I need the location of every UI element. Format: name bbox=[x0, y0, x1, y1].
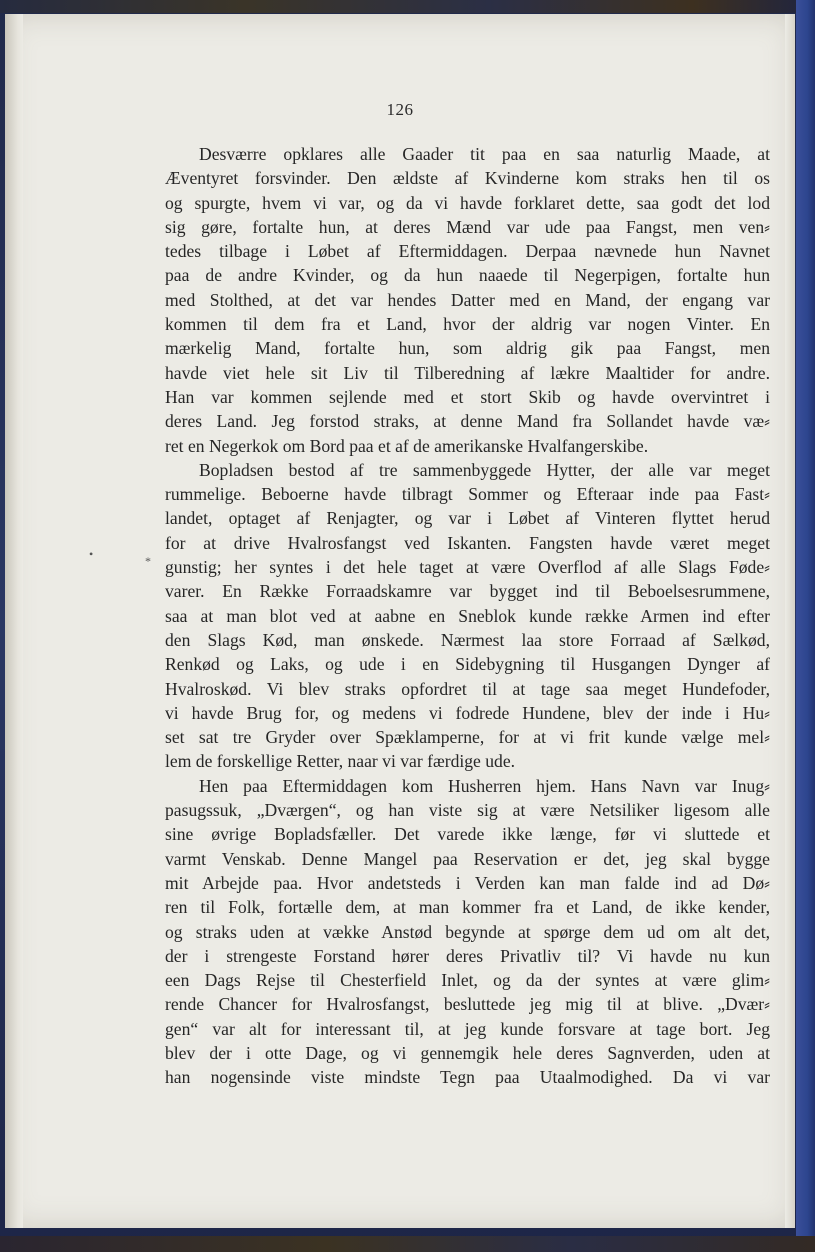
text-line: deres Land. Jeg forstod straks, at denne Mand fra Sollandet havde væ⸗ bbox=[165, 411, 770, 432]
text-line: gen“ var alt for interessant til, at jeg kunde forsvare at tage bort. Jeg bbox=[165, 1018, 770, 1039]
text-line: Æventyret forsvinder. Den ældste af Kvinderne kom straks hen til os bbox=[165, 168, 770, 189]
text-line: der i strengeste Forstand hører deres Privatliv til? Vi havde nu kun bbox=[165, 945, 770, 966]
text-line: tedes tilbage i Løbet af Eftermiddagen. Derpaa nævnede hun Navnet bbox=[165, 241, 770, 262]
text-line: sig gøre, fortalte hun, at deres Mænd var ude paa Fangst, men ven⸗ bbox=[165, 216, 770, 237]
text-line: rende Chancer for Hvalrosfangst, besluttede jeg mig til at blive. „Dvær⸗ bbox=[165, 994, 770, 1015]
text-line: lem de forskellige Retter, naar vi var færdige ude. bbox=[165, 751, 516, 772]
text-line: og straks uden at vække Anstød begynde at spørge dem ud om alt det, bbox=[165, 921, 770, 942]
text-line: paa de andre Kvinder, og da hun naaede til Negerpigen, fortalte hun bbox=[165, 265, 770, 286]
text-line: Desværre opklares alle Gaader tit paa en saa naturlig Maade, at bbox=[199, 144, 770, 164]
text-line: for at drive Hvalrosfangst ved Iskanten. Fangsten havde været meget bbox=[165, 532, 770, 553]
text-line: vi havde Brug for, og medens vi fodrede Hundene, blev der inde i Hu⸗ bbox=[165, 702, 770, 723]
page-number: 126 bbox=[386, 100, 414, 119]
paragraph bbox=[165, 142, 770, 458]
text-line: den Slags Kød, man ønskede. Nærmest laa store Forraad af Sælkød, bbox=[165, 629, 770, 650]
text-line: landet, optaget af Renjagter, og var i Løbet af Vinteren flyttet herud bbox=[165, 508, 770, 529]
text-line: blev der i otte Dage, og vi gennemgik hele deres Sagnverden, uden at bbox=[165, 1042, 770, 1063]
text-line: ren til Folk, fortælle dem, at man kommer fra et Land, de ikke kender, bbox=[165, 897, 770, 918]
paragraph bbox=[165, 774, 770, 1090]
text-line: ret en Negerkok om Bord paa et af de amerikanske Hvalfangerskibe. bbox=[165, 435, 649, 456]
text-line: kommen til dem fra et Land, hvor der aldrig var nogen Vinter. En bbox=[165, 314, 770, 335]
text-line: gunstig; her syntes i det hele taget at være Overflod af alle Slags Føde⸗ bbox=[165, 557, 770, 578]
book-cover-edge bbox=[796, 0, 815, 1252]
text-line: mit Arbejde paa. Hvor andetsteds i Verden kan man falde ind ad Dø⸗ bbox=[165, 872, 770, 893]
text-line: mærkelig Mand, fortalte hun, som aldrig gik paa Fangst, men bbox=[165, 338, 770, 359]
text-line: Hvalroskød. Vi blev straks opfordret til at tage saa meget Hundefoder, bbox=[165, 678, 770, 699]
text-line: varmt Venskab. Denne Mangel paa Reservation er det, jeg skal bygge bbox=[165, 848, 770, 869]
text-line: saa at man blot ved at aabne en Sneblok kunde række Armen ind efter bbox=[165, 605, 770, 626]
margin-speck: • bbox=[89, 547, 94, 561]
text-line: varer. En Række Forraadskamre var bygget ind til Beboelsesrummene, bbox=[165, 581, 770, 602]
text-line: een Dags Rejse til Chesterfield Inlet, og da der syntes at være glim⸗ bbox=[165, 970, 770, 991]
text-line: rummelige. Beboerne havde tilbragt Sommer og Efteraar inde paa Fast⸗ bbox=[165, 484, 770, 505]
top-binding-edge bbox=[0, 0, 815, 13]
text-line: pasugssuk, „Dværgen“, og han viste sig at være Netsiliker ligesom alle bbox=[165, 800, 770, 821]
page-edge-shadow bbox=[785, 14, 795, 1228]
text-line: og spurgte, hvem vi var, og da vi havde forklaret dette, saa godt det lod bbox=[165, 192, 770, 213]
text-line: Hen paa Eftermiddagen kom Husherren hjem. Hans Navn var Inug⸗ bbox=[199, 775, 770, 796]
bottom-binding-edge bbox=[0, 1236, 815, 1252]
paragraph bbox=[165, 458, 770, 774]
margin-speck: * bbox=[145, 554, 151, 568]
text-line: set sat tre Gryder over Spæklamperne, for at vi frit kunde vælge mel⸗ bbox=[165, 727, 770, 748]
text-line: med Stolthed, at det var hendes Datter med en Mand, der engang var bbox=[165, 289, 770, 310]
text-line: Han var kommen sejlende med et stort Skib og havde overvintret i bbox=[165, 386, 770, 407]
page-gutter-shadow bbox=[5, 14, 23, 1228]
page-sheet bbox=[5, 14, 795, 1228]
text-line: han nogensinde viste mindste Tegn paa Utaalmodighed. Da vi var bbox=[165, 1067, 770, 1088]
text-line: sine øvrige Bopladsfæller. Det varede ikke længe, før vi sluttede et bbox=[165, 824, 770, 845]
text-line: Bopladsen bestod af tre sammenbyggede Hytter, der alle var meget bbox=[199, 459, 770, 480]
text-line: havde viet hele sit Liv til Tilberedning af lækre Maaltider for andre. bbox=[165, 362, 770, 383]
text-line: Renkød og Laks, og ude i en Sidebygning til Husgangen Dynger af bbox=[165, 654, 770, 675]
body-text bbox=[165, 142, 770, 1090]
